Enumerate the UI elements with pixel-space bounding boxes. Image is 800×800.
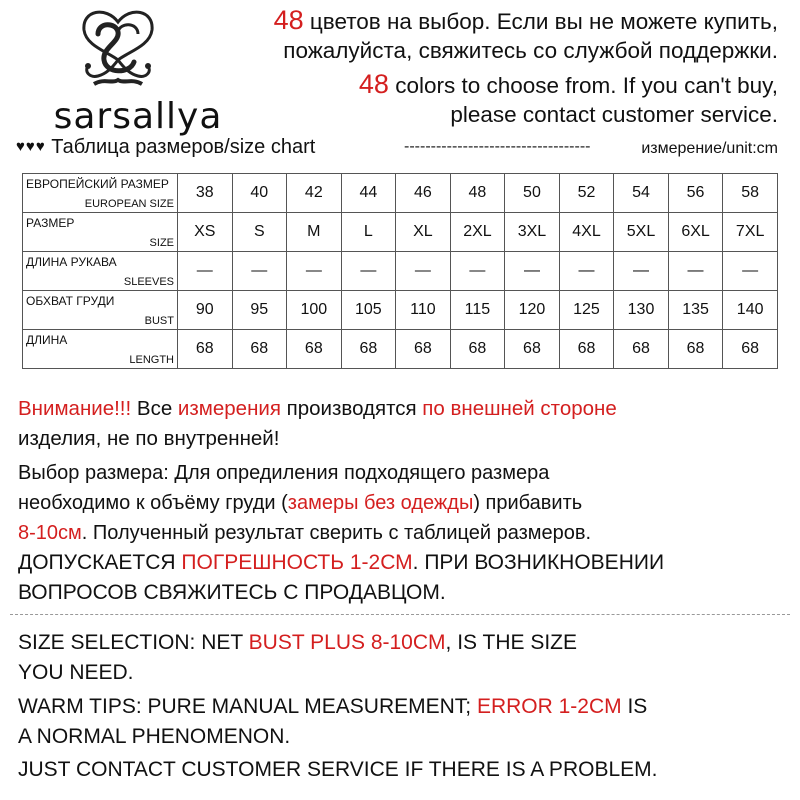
table-cell: 48 (450, 174, 505, 213)
table-cell: — (450, 252, 505, 291)
table-cell: 68 (232, 330, 287, 369)
table-row (23, 330, 778, 369)
contact-en (18, 755, 657, 785)
table-row (23, 291, 778, 330)
table-cell: 120 (505, 291, 560, 330)
selection-ru-highlight: замеры без одежды (287, 492, 474, 514)
table-cell: — (723, 252, 778, 291)
row-label-en: SIZE (149, 237, 174, 249)
table-cell: 110 (396, 291, 451, 330)
selection-en-highlight: BUST PLUS 8-10CM (248, 631, 446, 654)
table-cell: 68 (178, 330, 233, 369)
table-row (23, 213, 778, 252)
table-cell: 4XL (559, 213, 614, 252)
table-cell: — (614, 252, 669, 291)
tips-en-line2: A NORMAL PHENOMENON. (18, 725, 291, 748)
table-cell: — (232, 252, 287, 291)
table-cell: 3XL (505, 213, 560, 252)
promo-en (359, 70, 778, 129)
table-cell: 125 (559, 291, 614, 330)
error-ru-line2: ВОПРОСОВ СВЯЖИТЕСЬ С ПРОДАВЦОМ. (18, 581, 446, 604)
table-cell: 68 (559, 330, 614, 369)
contact-en-line: JUST CONTACT CUSTOMER SERVICE IF THERE IS A PROBLEM. (18, 758, 658, 781)
table-cell: 140 (723, 291, 778, 330)
row-label-ru: ЕВРОПЕЙСКИЙ РАЗМЕР (26, 177, 169, 191)
table-cell: 54 (614, 174, 669, 213)
table-cell: 2XL (450, 213, 505, 252)
size-chart-title (16, 136, 786, 166)
size-chart-title-text: Таблица размеров/size chart (45, 136, 316, 158)
table-cell: 115 (450, 291, 505, 330)
table-cell: — (396, 252, 451, 291)
warning-outer-side: по внешней стороне (422, 397, 617, 420)
brand-name: sarsallya (53, 96, 223, 137)
row-label-en: SLEEVES (123, 276, 174, 288)
row-label (23, 291, 178, 330)
warning-part: Все (131, 397, 178, 420)
table-cell: 56 (668, 174, 723, 213)
unit-label: измерение/unit:cm (641, 140, 778, 157)
table-cell: 68 (287, 330, 342, 369)
header (0, 0, 800, 140)
table-cell: 105 (341, 291, 396, 330)
size-table (22, 173, 778, 369)
promo-en-line2: please contact customer service. (450, 102, 778, 127)
table-cell: 68 (723, 330, 778, 369)
error-ru-part: ДОПУСКАЕТСЯ (18, 551, 182, 574)
row-label-ru: ДЛИНА РУКАВА (26, 255, 117, 269)
size-selection-en (18, 628, 577, 688)
table-cell: — (668, 252, 723, 291)
warning-part: производятся (280, 397, 423, 420)
table-cell: — (341, 252, 396, 291)
table-cell: — (505, 252, 560, 291)
promo-ru (274, 6, 778, 65)
hearts-icon: ♥♥♥ (16, 138, 46, 155)
table-cell: XS (178, 213, 233, 252)
row-label-en: BUST (144, 315, 174, 327)
row-label-ru: ДЛИНА (26, 333, 68, 347)
table-cell: XL (396, 213, 451, 252)
table-cell: 42 (287, 174, 342, 213)
tips-en-part: IS (621, 695, 648, 718)
warning-line2: изделия, не по внутренней! (18, 427, 280, 450)
size-selection-ru (18, 458, 591, 548)
selection-ru-part: . Полученный результат сверить с таблицей размеров. (81, 522, 592, 544)
promo-ru-line1: цветов на выбор. Если вы не можете купить, (303, 9, 778, 34)
table-row (23, 252, 778, 291)
table-cell: L (341, 213, 396, 252)
selection-ru-part: ) прибавить (473, 492, 583, 514)
table-cell: S (232, 213, 287, 252)
table-cell: 7XL (723, 213, 778, 252)
selection-ru-add-range: 8-10см (18, 522, 82, 544)
table-cell: 68 (668, 330, 723, 369)
row-label (23, 213, 178, 252)
promo-ru-count: 48 (273, 5, 304, 35)
table-cell: 68 (614, 330, 669, 369)
title-dash-line: ----------------------------------- (404, 138, 591, 155)
ornamental-heart-s-logo-icon (68, 4, 168, 94)
table-cell: 5XL (614, 213, 669, 252)
error-ru (18, 548, 664, 608)
selection-ru-part: необходимо к объёму груди ( (18, 492, 288, 514)
row-label-en: EUROPEAN SIZE (84, 198, 174, 210)
row-label-ru: РАЗМЕР (26, 216, 75, 230)
warning-text (18, 394, 617, 454)
table-cell: 40 (232, 174, 287, 213)
table-cell: 135 (668, 291, 723, 330)
table-cell: 44 (341, 174, 396, 213)
selection-en-part: , IS THE SIZE (445, 631, 578, 654)
table-cell: 38 (178, 174, 233, 213)
warm-tips-en (18, 692, 647, 752)
row-label-en: LENGTH (129, 354, 174, 366)
table-cell: 68 (396, 330, 451, 369)
table-cell: 68 (505, 330, 560, 369)
table-cell: M (287, 213, 342, 252)
error-ru-highlight: ПОГРЕШНОСТЬ 1-2СМ (181, 551, 413, 574)
table-row (23, 174, 778, 213)
table-cell: 46 (396, 174, 451, 213)
row-label (23, 330, 178, 369)
table-cell: — (178, 252, 233, 291)
promo-en-count: 48 (358, 69, 389, 99)
table-cell: 90 (178, 291, 233, 330)
table-cell: — (287, 252, 342, 291)
brand-logo (28, 4, 223, 137)
table-cell: 6XL (668, 213, 723, 252)
table-cell: 95 (232, 291, 287, 330)
table-cell: 130 (614, 291, 669, 330)
table-cell: 52 (559, 174, 614, 213)
table-cell: — (559, 252, 614, 291)
table-cell: 68 (341, 330, 396, 369)
row-label-ru: ОБХВАТ ГРУДИ (26, 294, 115, 308)
selection-en-line2: YOU NEED. (18, 661, 134, 684)
table-cell: 100 (287, 291, 342, 330)
row-label (23, 252, 178, 291)
row-label (23, 174, 178, 213)
promo-en-line1: colors to choose from. If you can't buy, (388, 73, 778, 98)
table-cell: 68 (450, 330, 505, 369)
tips-en-part: WARM TIPS: PURE MANUAL MEASUREMENT; (18, 695, 477, 718)
warning-measurements: измерения (177, 397, 281, 420)
selection-ru-line1: Выбор размера: Для опредиления подходящего размера (18, 462, 550, 484)
warning-attention: Внимание!!! (18, 397, 132, 420)
promo-ru-line2: пожалуйста, свяжитесь со службой поддержки. (283, 38, 778, 63)
table-cell: 58 (723, 174, 778, 213)
error-ru-part: . ПРИ ВОЗНИКНОВЕНИИ (412, 551, 665, 574)
table-cell: 50 (505, 174, 560, 213)
selection-en-part: SIZE SELECTION: NET (18, 631, 249, 654)
tips-en-highlight: ERROR 1-2CM (476, 695, 622, 718)
section-divider (10, 614, 790, 615)
